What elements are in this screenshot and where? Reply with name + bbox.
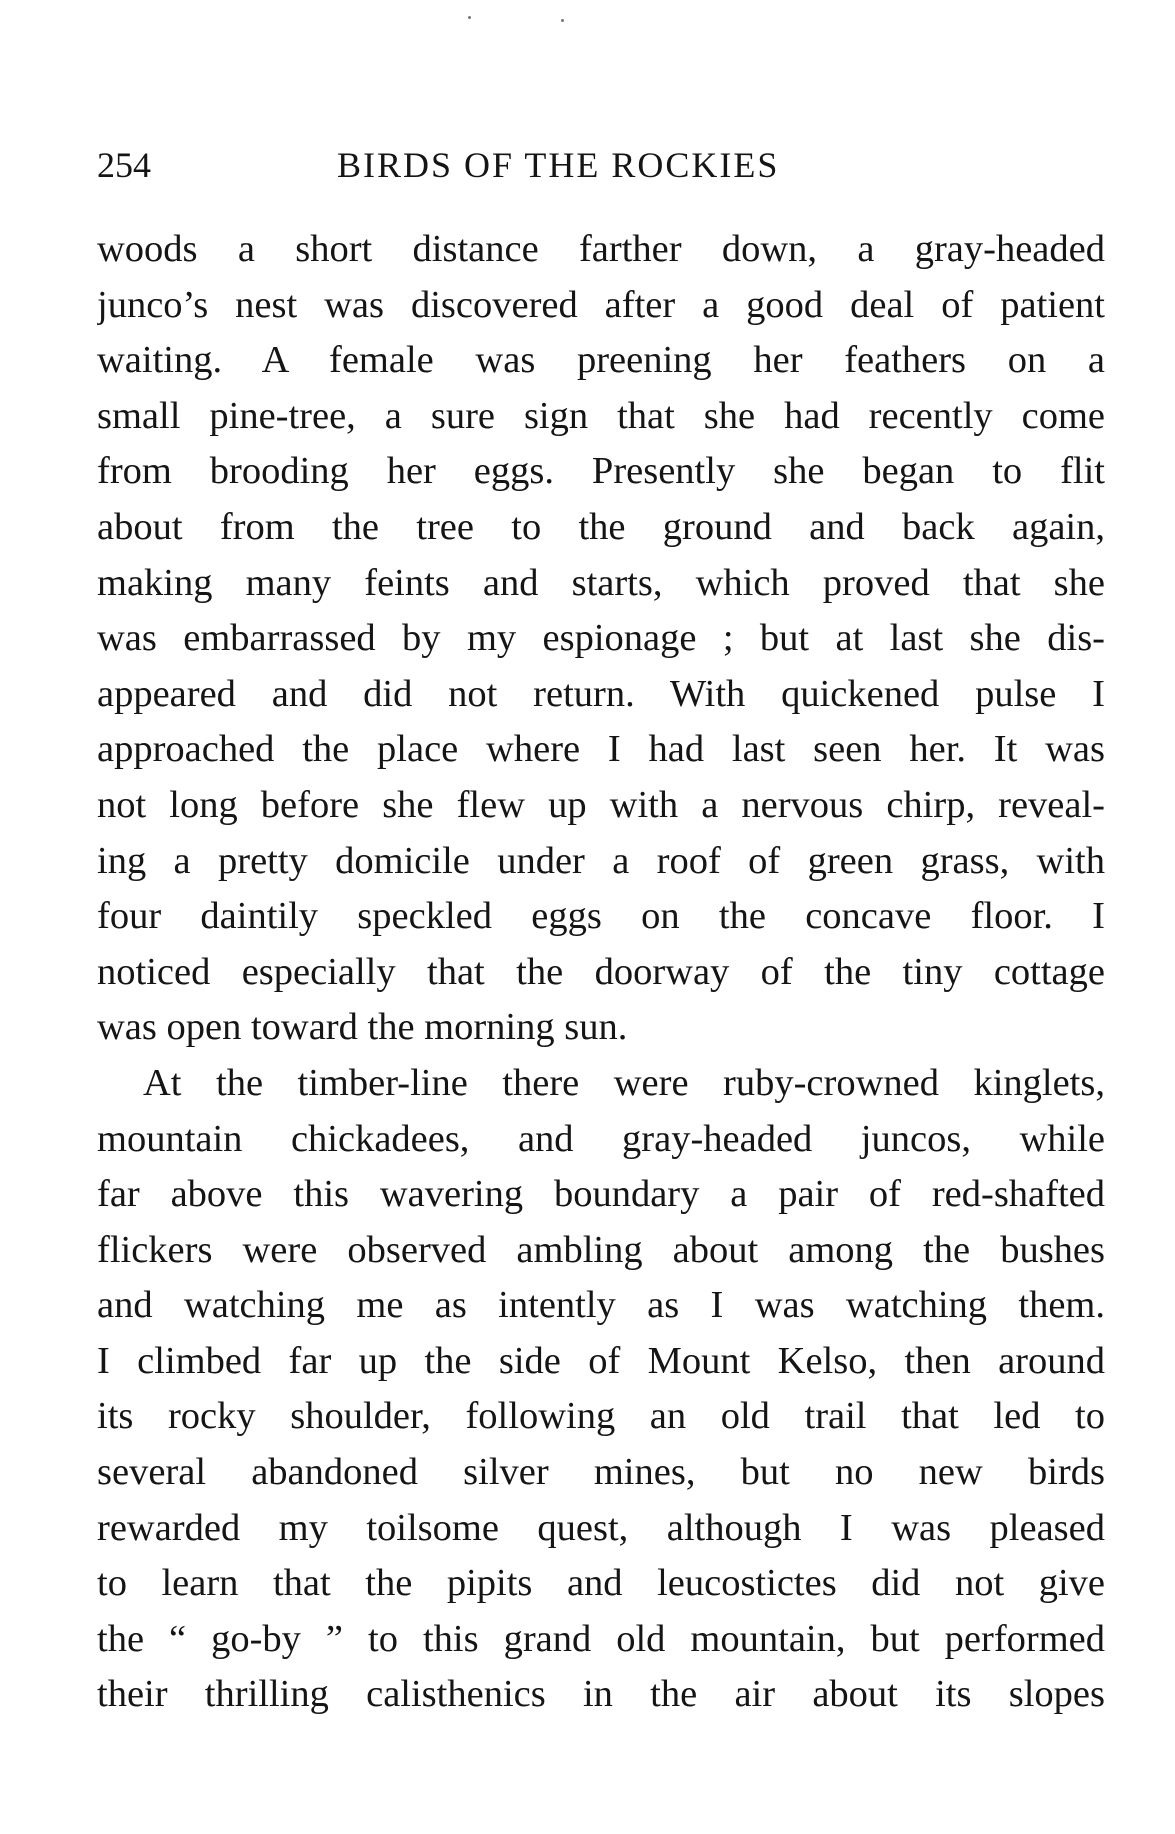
text-line: about from the tree to the ground and back again, (97, 505, 1105, 548)
text-line: making many feints and starts, which proved that she (97, 561, 1105, 604)
text-line: appeared and did not return. With quickened pulse I (97, 672, 1105, 715)
text-line: mountain chickadees, and gray-headed juncos, while (97, 1117, 1105, 1160)
text-line: the “ go-by ” to this grand old mountain, but performed (97, 1617, 1105, 1660)
page-number: 254 (97, 145, 151, 185)
text-line: their thrilling calisthenics in the air about its slopes (97, 1673, 1105, 1716)
scan-speck (468, 16, 471, 19)
text-line: ing a pretty domicile under a roof of green grass, with (97, 839, 1105, 882)
text-line: I climbed far up the side of Mount Kelso, then around (97, 1339, 1105, 1382)
text-line: was open toward the morning sun. (97, 1006, 628, 1049)
text-line: small pine-tree, a sure sign that she had recently come (97, 394, 1105, 437)
text-line: four daintily speckled eggs on the concave floor. I (97, 895, 1105, 938)
text-line: to learn that the pipits and leucostictes did not give (97, 1562, 1105, 1605)
text-line: junco’s nest was discovered after a good deal of patient (97, 283, 1105, 326)
scan-specks (468, 14, 578, 24)
text-line: far above this wavering boundary a pair of red-shafted (97, 1173, 1105, 1216)
scan-speck (561, 19, 564, 22)
page-header (97, 140, 1105, 190)
text-line: not long before she flew up with a nervous chirp, reveal- (97, 783, 1105, 826)
running-title: BIRDS OF THE ROCKIES (337, 145, 780, 185)
text-line: At the timber-line there were ruby-crowned kinglets, (143, 1061, 1105, 1104)
text-line: flickers were observed ambling about among the bushes (97, 1228, 1105, 1271)
text-line: and watching me as intently as I was watching them. (97, 1284, 1105, 1327)
paragraph-2 (97, 1056, 1105, 1723)
paragraph-1 (97, 222, 1105, 1056)
text-line: noticed especially that the doorway of the tiny cottage (97, 950, 1105, 993)
text-line: woods a short distance farther down, a gray-headed (97, 228, 1105, 270)
text-line: from brooding her eggs. Presently she began to flit (97, 450, 1105, 493)
body-text (97, 222, 1105, 1723)
text-line: its rocky shoulder, following an old trail that led to (97, 1395, 1105, 1438)
text-line: several abandoned silver mines, but no new birds (97, 1451, 1105, 1494)
text-line: approached the place where I had last seen her. It was (97, 728, 1105, 771)
text-line: was embarrassed by my espionage ; but at last she dis- (97, 617, 1105, 660)
text-line: rewarded my toilsome quest, although I was pleased (97, 1506, 1105, 1549)
text-line: waiting. A female was preening her feathers on a (97, 339, 1105, 382)
